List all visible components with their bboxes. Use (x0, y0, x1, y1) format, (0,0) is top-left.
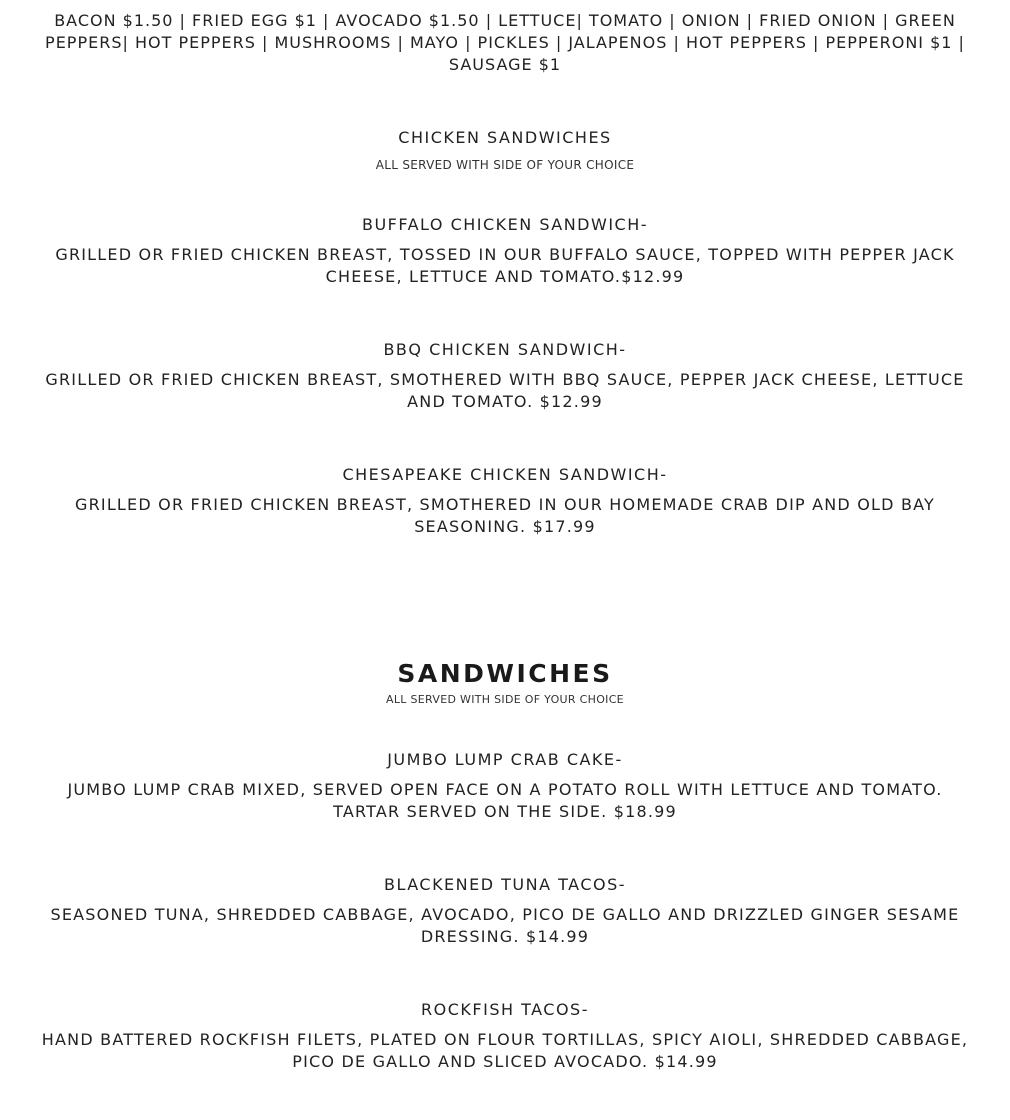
menu-item (28, 464, 982, 538)
menu-item (28, 214, 982, 288)
sandwiches-section (28, 659, 982, 1073)
menu-item-name: JUMBO LUMP CRAB CAKE- (387, 750, 623, 769)
menu-item-description: HAND BATTERED ROCKFISH FILETS, PLATED ON FLOUR TORTILLAS, SPICY AIOLI, SHREDDED CABBAGE, PICO DE GALLO AND SLICED AVOCADO. $14.99 (41, 1030, 969, 1071)
menu-item-list (28, 214, 982, 538)
menu-item-name: BBQ CHICKEN SANDWICH- (383, 340, 627, 359)
section-title: SANDWICHES (397, 659, 613, 688)
section-title: CHICKEN SANDWICHES (398, 128, 612, 147)
menu-item-name: BLACKENED TUNA TACOS- (383, 875, 627, 894)
menu-item (28, 339, 982, 413)
menu-item-name: ROCKFISH TACOS- (421, 1000, 589, 1019)
menu-item-name: CHESAPEAKE CHICKEN SANDWICH- (342, 465, 668, 484)
menu-item (28, 999, 982, 1073)
section-subtitle: ALL SERVED WITH SIDE OF YOUR CHOICE (375, 158, 635, 172)
chicken-sandwiches-section (28, 127, 982, 538)
menu-item-name: BUFFALO CHICKEN SANDWICH- (361, 215, 649, 234)
menu-item-list (28, 749, 982, 1073)
menu-item-description: JUMBO LUMP CRAB MIXED, SERVED OPEN FACE ON A POTATO ROLL WITH LETTUCE AND TOMATO. TARTAR SERVED ON THE SIDE. $18.99 (67, 780, 943, 821)
menu-item-description: SEASONED TUNA, SHREDDED CABBAGE, AVOCADO, PICO DE GALLO AND DRIZZLED GINGER SESAME DRESSING. $14.99 (50, 905, 960, 946)
menu-item (28, 749, 982, 823)
menu-item-description: GRILLED OR FRIED CHICKEN BREAST, TOSSED IN OUR BUFFALO SAUCE, TOPPED WITH PEPPER JACK CHEESE, LETTUCE AND TOMATO.$12.99 (55, 245, 955, 286)
menu-item-description: GRILLED OR FRIED CHICKEN BREAST, SMOTHERED IN OUR HOMEMADE CRAB DIP AND OLD BAY SEASONING. $17.99 (74, 495, 936, 536)
menu-item-description: GRILLED OR FRIED CHICKEN BREAST, SMOTHERED WITH BBQ SAUCE, PEPPER JACK CHEESE, LETTUCE AND TOMATO. $12.99 (45, 370, 965, 411)
menu-item (28, 874, 982, 948)
section-subtitle: ALL SERVED WITH SIDE OF YOUR CHOICE (386, 693, 624, 706)
add-ons-list: BACON $1.50 | FRIED EGG $1 | AVOCADO $1.50 | LETTUCE| TOMATO | ONION | FRIED ONION | GREEN PEPPERS| HOT PEPPERS | MUSHROOMS | MAYO | PICKLES | JALAPENOS | HOT PEPPERS | PEPPERONI $1 | SAUSAGE $1 (45, 11, 965, 74)
